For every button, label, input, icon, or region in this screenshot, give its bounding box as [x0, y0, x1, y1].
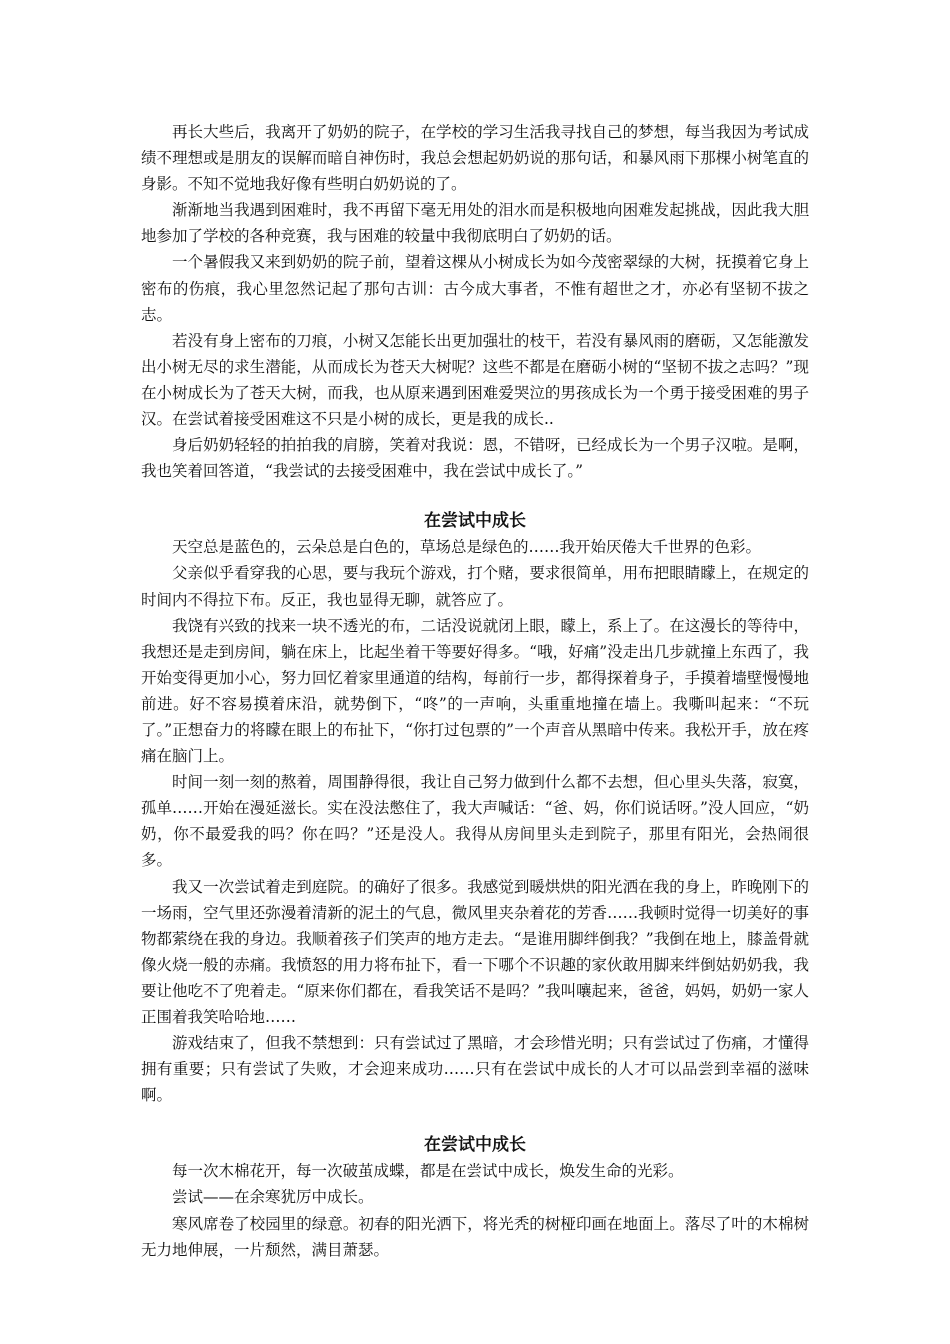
section-title: 在尝试中成长	[424, 1135, 526, 1156]
paragraph: 我饶有兴致的找来一块不透光的布，二话没说就闭上眼，矇上，系上了。在这漫长的等待中，我想还是走到房间，躺在床上，比起坐着干等要好得多。“哦，好痛”没走出几步就撞上东西了，我开始变得更加小心，努力回忆着家里通道的结构，每前行一步，都得探着身子，手摸着墙壁慢慢地前进。好不容易摸着床沿，就势倒下，“咚”的一声响，头重重地撞在墙上。我嘶叫起来：“不玩了。”正想奋力的将矇在眼上的布扯下，“你打过包票的”一个声音从黑暗中传来。我松开手，放在疼痛在脑门上。	[141, 616, 809, 766]
paragraph: 时间一刻一刻的熬着，周围静得很，我让自己努力做到什么都不去想，但心里头失落，寂寞，孤单……开始在漫延滋长。实在没法憋住了，我大声喊话：“爸、妈，你们说话呀。”没人回应，“奶奶，你不最爱我的吗？你在吗？”还是没人。我得从房间里头走到院子，那里有阳光，会热闹很多。	[141, 773, 809, 870]
paragraph: 身后奶奶轻轻的拍拍我的肩膀，笑着对我说：恩，不错呀，已经成长为一个男子汉啦。是啊，我也笑着回答道，“我尝试的去接受困难中，我在尝试中成长了。”	[141, 436, 809, 481]
paragraph: 游戏结束了，但我不禁想到：只有尝试过了黑暗，才会珍惜光明；只有尝试过了伤痛，才懂得拥有重要；只有尝试了失败，才会迎来成功……只有在尝试中成长的人才可以品尝到幸福的滋味啊。	[141, 1034, 809, 1105]
document-page	[141, 119, 809, 1263]
paragraph: 寒风席卷了校园里的绿意。初春的阳光洒下，将光秃的树桠印画在地面上。落尽了叶的木棉树无力地伸展，一片颓然，满目萧瑟。	[141, 1214, 809, 1259]
paragraph: 我又一次尝试着走到庭院。的确好了很多。我感觉到暖烘烘的阳光洒在我的身上，昨晚刚下的一场雨，空气里还弥漫着清新的泥土的气息，微风里夹杂着花的芳香……我顿时觉得一切美好的事物都萦绕在我的身边。我顺着孩子们笑声的地方走去。“是谁用脚绊倒我？”我倒在地上，膝盖骨就像火烧一般的赤痛。我愤怒的用力将布扯下，看一下哪个不识趣的家伙敢用脚来绊倒姑奶奶我，我要让他吃不了兜着走。“原来你们都在，看我笑话不是吗？”我叫嚷起来，爸爸，妈妈，奶奶一家人正围着我笑哈哈地……	[141, 877, 809, 1026]
section-title: 在尝试中成长	[424, 511, 526, 532]
paragraph: 父亲似乎看穿我的心思，要与我玩个游戏，打个赌，要求很简单，用布把眼睛矇上，在规定的时间内不得拉下布。反正，我也显得无聊，就答应了。	[141, 564, 809, 609]
paragraph: 渐渐地当我遇到困难时，我不再留下毫无用处的泪水而是积极地向困难发起挑战，因此我大胆地参加了学校的各种竞赛，我与困难的较量中我彻底明白了奶奶的话。	[141, 201, 809, 246]
paragraph: 再长大些后，我离开了奶奶的院子，在学校的学习生活我寻找自己的梦想，每当我因为考试成绩不理想或是朋友的误解而暗自神伤时，我总会想起奶奶说的那句话，和暴风雨下那棵小树笔直的身影。不知不觉地我好像有些明白奶奶说的了。	[141, 123, 809, 194]
paragraph: 若没有身上密布的刀痕，小树又怎能长出更加强壮的枝干，若没有暴风雨的磨砺，又怎能激发出小树无尽的求生潜能，从而成长为苍天大树呢？这些不都是在磨砺小树的“坚韧不拔之志吗？”现在小树成长为了苍天大树，而我，也从原来遇到困难爱哭泣的男孩成长为一个勇于接受困难的男子汉。在尝试着接受困难这不只是小树的成长，更是我的成长..	[141, 331, 809, 429]
essay-section-2	[141, 1132, 809, 1262]
paragraph: 天空总是蓝色的，云朵总是白色的，草场总是绿色的……我开始厌倦大千世界的色彩。	[172, 538, 762, 557]
paragraph: 一个暑假我又来到奶奶的院子前，望着这棵从小树成长为如今茂密翠绿的大树，抚摸着它身上密布的伤痕，我心里忽然记起了那句古训：古今成大事者，不惟有超世之才，亦必有坚韧不拔之志。	[141, 253, 809, 324]
paragraph: 尝试——在余寒犹厉中成长。	[172, 1188, 374, 1207]
paragraph: 每一次木棉花开，每一次破茧成蝶，都是在尝试中成长，焕发生命的光彩。	[172, 1162, 684, 1181]
intro-section	[141, 119, 809, 484]
essay-section-1	[141, 508, 809, 1108]
